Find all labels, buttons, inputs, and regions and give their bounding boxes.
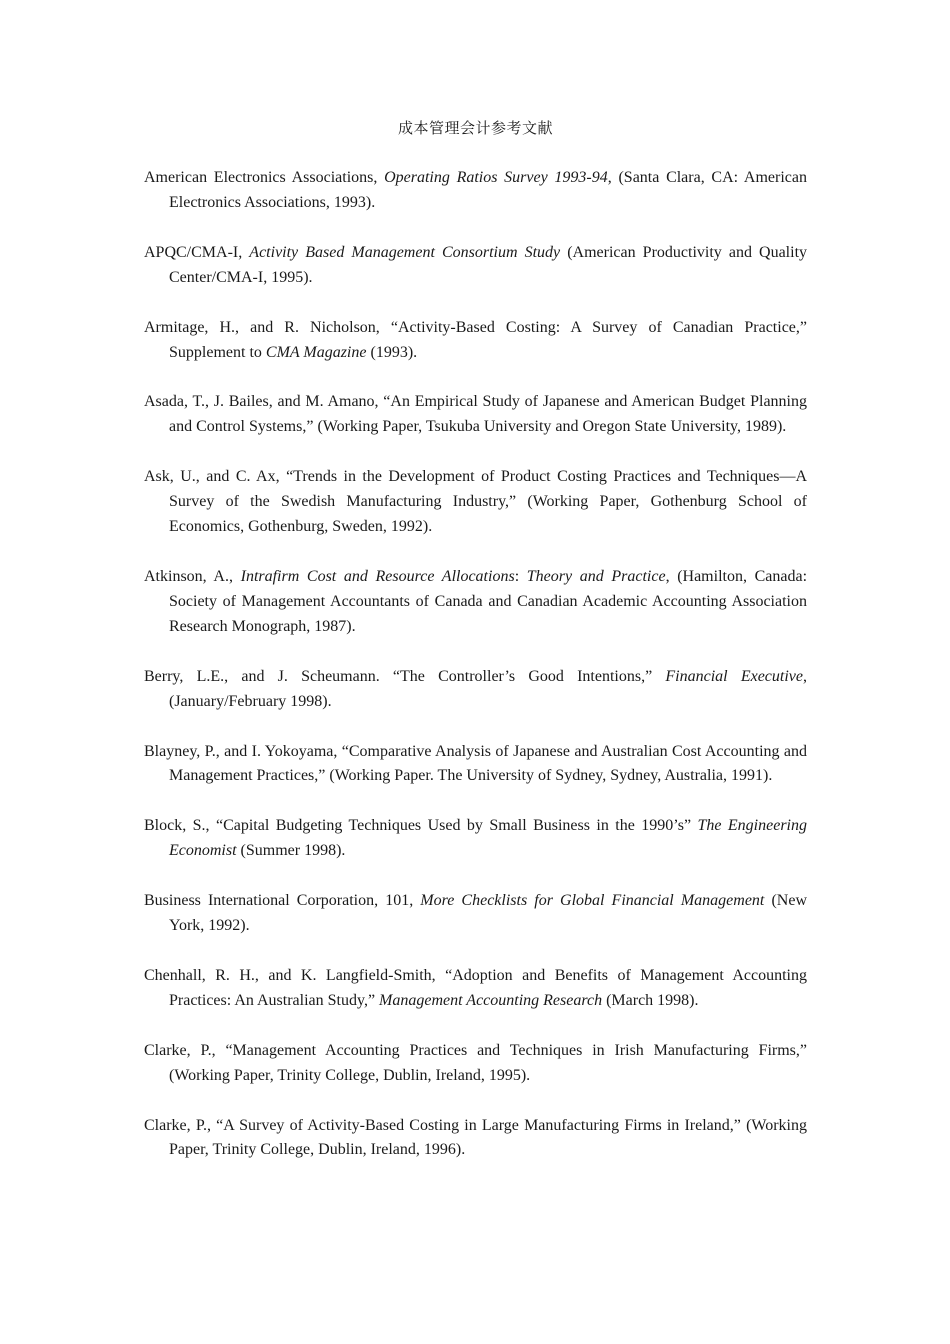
reference-entry xyxy=(144,390,807,440)
reference-list xyxy=(144,166,807,1188)
reference-italic-title: More Checklists for Global Financial Management xyxy=(420,892,765,910)
reference-entry xyxy=(144,316,807,366)
reference-text: Block, S., “Capital Budgeting Techniques Used by Small Business in the 1990’s” xyxy=(144,817,698,835)
reference-entry xyxy=(144,465,807,540)
reference-italic-title: Financial Executive xyxy=(665,667,803,685)
reference-entry xyxy=(144,241,807,291)
reference-text: Ask, U., and C. Ax, “Trends in the Development of Product Costing Practices and Techniques—A Survey of the Swedish Manufacturing Industry,” (Working Paper, Gothenburg School of Economics, Gothenburg, Sweden, 1992). xyxy=(144,468,807,536)
reference-text: , (Hamilton, Canada: Society of Management Accountants of Canada and Canadian Academic Accounting Association Research Monograph, 1987). xyxy=(169,567,808,635)
reference-italic-title: The Engineering Economist xyxy=(169,817,808,860)
reference-text: , (January/February 1998). xyxy=(169,667,807,710)
reference-text: Armitage, H., and R. Nicholson, “Activity-Based Costing: A Survey of Canadian Practice,” Supplement to xyxy=(144,318,807,361)
reference-italic-title: Management Accounting Research xyxy=(379,991,603,1009)
reference-entry xyxy=(144,964,807,1014)
reference-entry xyxy=(144,740,807,790)
reference-entry xyxy=(144,665,807,715)
reference-text: Clarke, P., “A Survey of Activity-Based Costing in Large Manufacturing Firms in Ireland,” (Working Paper, Trinity College, Dublin, Ireland, 1996). xyxy=(144,1116,807,1159)
reference-italic-title: Theory and Practice xyxy=(526,567,666,585)
reference-italic-title: Activity Based Management Consortium Study xyxy=(249,243,561,261)
reference-entry xyxy=(144,889,807,939)
reference-text: APQC/CMA-I, xyxy=(144,243,250,261)
reference-italic-title: CMA Magazine xyxy=(265,343,367,361)
reference-entry xyxy=(144,814,807,864)
page-title: 成本管理会计参考文献 xyxy=(397,119,553,137)
reference-text: (New York, 1992). xyxy=(169,892,807,935)
reference-text: Chenhall, R. H., and K. Langfield-Smith, “Adoption and Benefits of Management Accounting Practices: An Australian Study,” xyxy=(144,966,807,1009)
reference-text: (Summer 1998). xyxy=(236,842,346,860)
reference-text: Clarke, P., “Management Accounting Practices and Techniques in Irish Manufacturing Firms,” (Working Paper, Trinity College, Dublin, Ireland, 1995). xyxy=(144,1041,807,1084)
reference-text: American Electronics Associations, xyxy=(144,169,385,186)
reference-italic-title: Intrafirm Cost and Resource Allocations xyxy=(240,567,515,585)
reference-text: , (Santa Clara, CA: American Electronics Associations, 1993). xyxy=(169,169,808,211)
reference-text: : xyxy=(514,567,527,585)
reference-entry xyxy=(144,565,807,640)
reference-text: (March 1998). xyxy=(602,991,699,1009)
reference-text: (1993). xyxy=(366,343,418,361)
reference-text: Blayney, P., and I. Yokoyama, “Comparative Analysis of Japanese and Australian Cost Accounting and Management Practices,” (Working Paper. The University of Sydney, Sydney, Australia, 1991). xyxy=(144,742,807,785)
reference-entry xyxy=(144,1039,807,1089)
reference-text: Atkinson, A., xyxy=(144,567,241,585)
reference-text: Berry, L.E., and J. Scheumann. “The Controller’s Good Intentions,” xyxy=(144,667,666,685)
reference-text: (American Productivity and Quality Center/CMA-I, 1995). xyxy=(169,243,808,286)
reference-italic-title: Operating Ratios Survey 1993-94 xyxy=(384,169,608,186)
reference-text: Asada, T., J. Bailes, and M. Amano, “An Empirical Study of Japanese and American Budget Planning and Control Systems,” (Working Paper, Tsukuba University and Oregon State University, 1989). xyxy=(144,393,807,436)
reference-entry xyxy=(144,166,807,216)
reference-text: Business International Corporation, 101, xyxy=(144,892,421,910)
reference-entry xyxy=(144,1114,807,1164)
